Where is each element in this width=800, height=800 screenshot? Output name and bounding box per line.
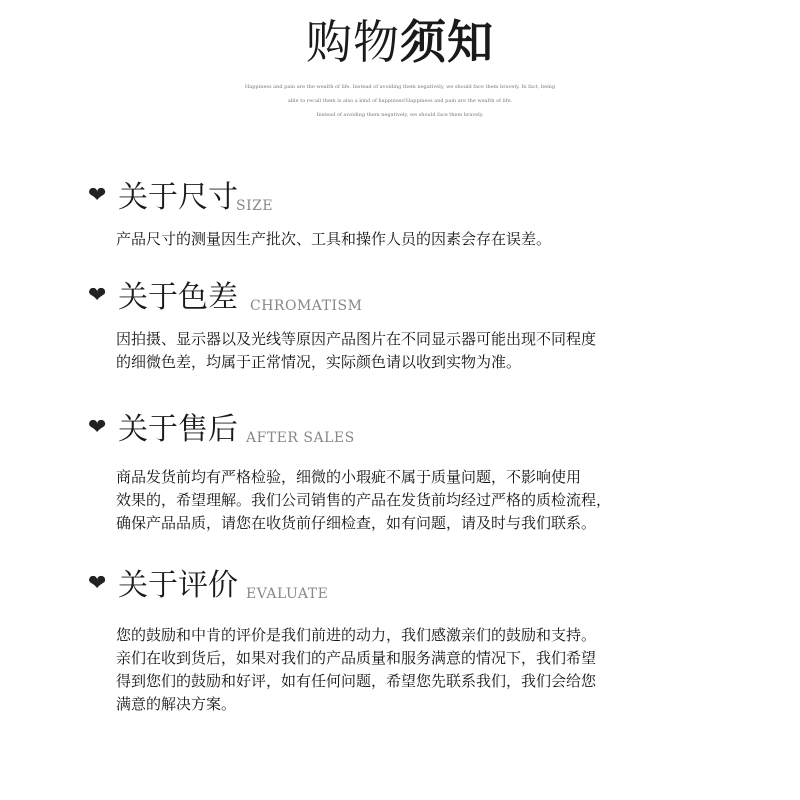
section-subtitle: CHROMATISM <box>250 298 363 314</box>
section-body <box>116 328 716 374</box>
page-title <box>0 10 800 74</box>
section-header <box>88 410 728 450</box>
body-line: 效果的，希望理解。我们公司销售的产品在发货前均经过严格的质检流程， <box>116 491 612 509</box>
section-title: 关于尺寸 <box>118 180 238 215</box>
tagline-line-3: Instead of avoiding them negatively, we should face them bravely. <box>316 112 484 118</box>
section-subtitle: EVALUATE <box>246 586 329 602</box>
tagline-line-1: Happiness and pain are the wealth of life. Instead of avoiding them negatively, we should face them bravely. In fact, being <box>244 84 556 90</box>
heart-icon: ❤ <box>88 415 107 440</box>
section-size <box>88 178 728 248</box>
body-line: 亲们在收到货后，如果对我们的产品质量和服务满意的情况下，我们希望 <box>116 649 597 667</box>
section-title: 关于评价 <box>118 568 238 603</box>
section-chromatism <box>88 278 728 371</box>
heart-icon: ❤ <box>88 283 107 308</box>
heart-icon: ❤ <box>88 571 107 596</box>
section-header <box>88 278 728 318</box>
body-line: 满意的解决方案。 <box>116 695 237 713</box>
section-body <box>116 466 716 535</box>
body-line: 产品尺寸的测量因生产批次、工具和操作人员的因素会存在误差。 <box>116 230 552 248</box>
page-title-part1: 购物 <box>306 15 400 69</box>
section-evaluate <box>88 566 728 713</box>
section-title: 关于色差 <box>118 280 238 315</box>
body-line: 得到您们的鼓励和好评，如有任何问题，希望您先联系我们，我们会给您 <box>116 672 597 690</box>
section-header <box>88 566 728 606</box>
body-line: 确保产品品质，请您在收货前仔细检查，如有问题，请及时与我们联系。 <box>116 514 597 532</box>
section-body <box>116 228 716 251</box>
body-line: 商品发货前均有严格检验，细微的小瑕疵不属于质量问题，不影响使用 <box>116 468 582 486</box>
section-title: 关于售后 <box>118 412 238 447</box>
body-line: 您的鼓励和中肯的评价是我们前进的动力，我们感激亲们的鼓励和支持。 <box>116 626 597 644</box>
heart-icon: ❤ <box>88 183 107 208</box>
body-line: 的细微色差，均属于正常情况，实际颜色请以收到实物为准。 <box>116 353 522 371</box>
section-body <box>116 624 716 716</box>
section-subtitle: SIZE <box>236 198 274 214</box>
section-subtitle: AFTER SALES <box>246 430 355 446</box>
body-line: 因拍摄、显示器以及光线等原因产品图片在不同显示器可能出现不同程度 <box>116 330 597 348</box>
tagline-line-2: able to recall them is also a kind of happiness!Happiness and pain are the wealth of life. <box>287 98 513 104</box>
page-title-part2: 须知 <box>400 15 494 69</box>
section-header <box>88 178 728 218</box>
section-after-sales <box>88 410 728 532</box>
